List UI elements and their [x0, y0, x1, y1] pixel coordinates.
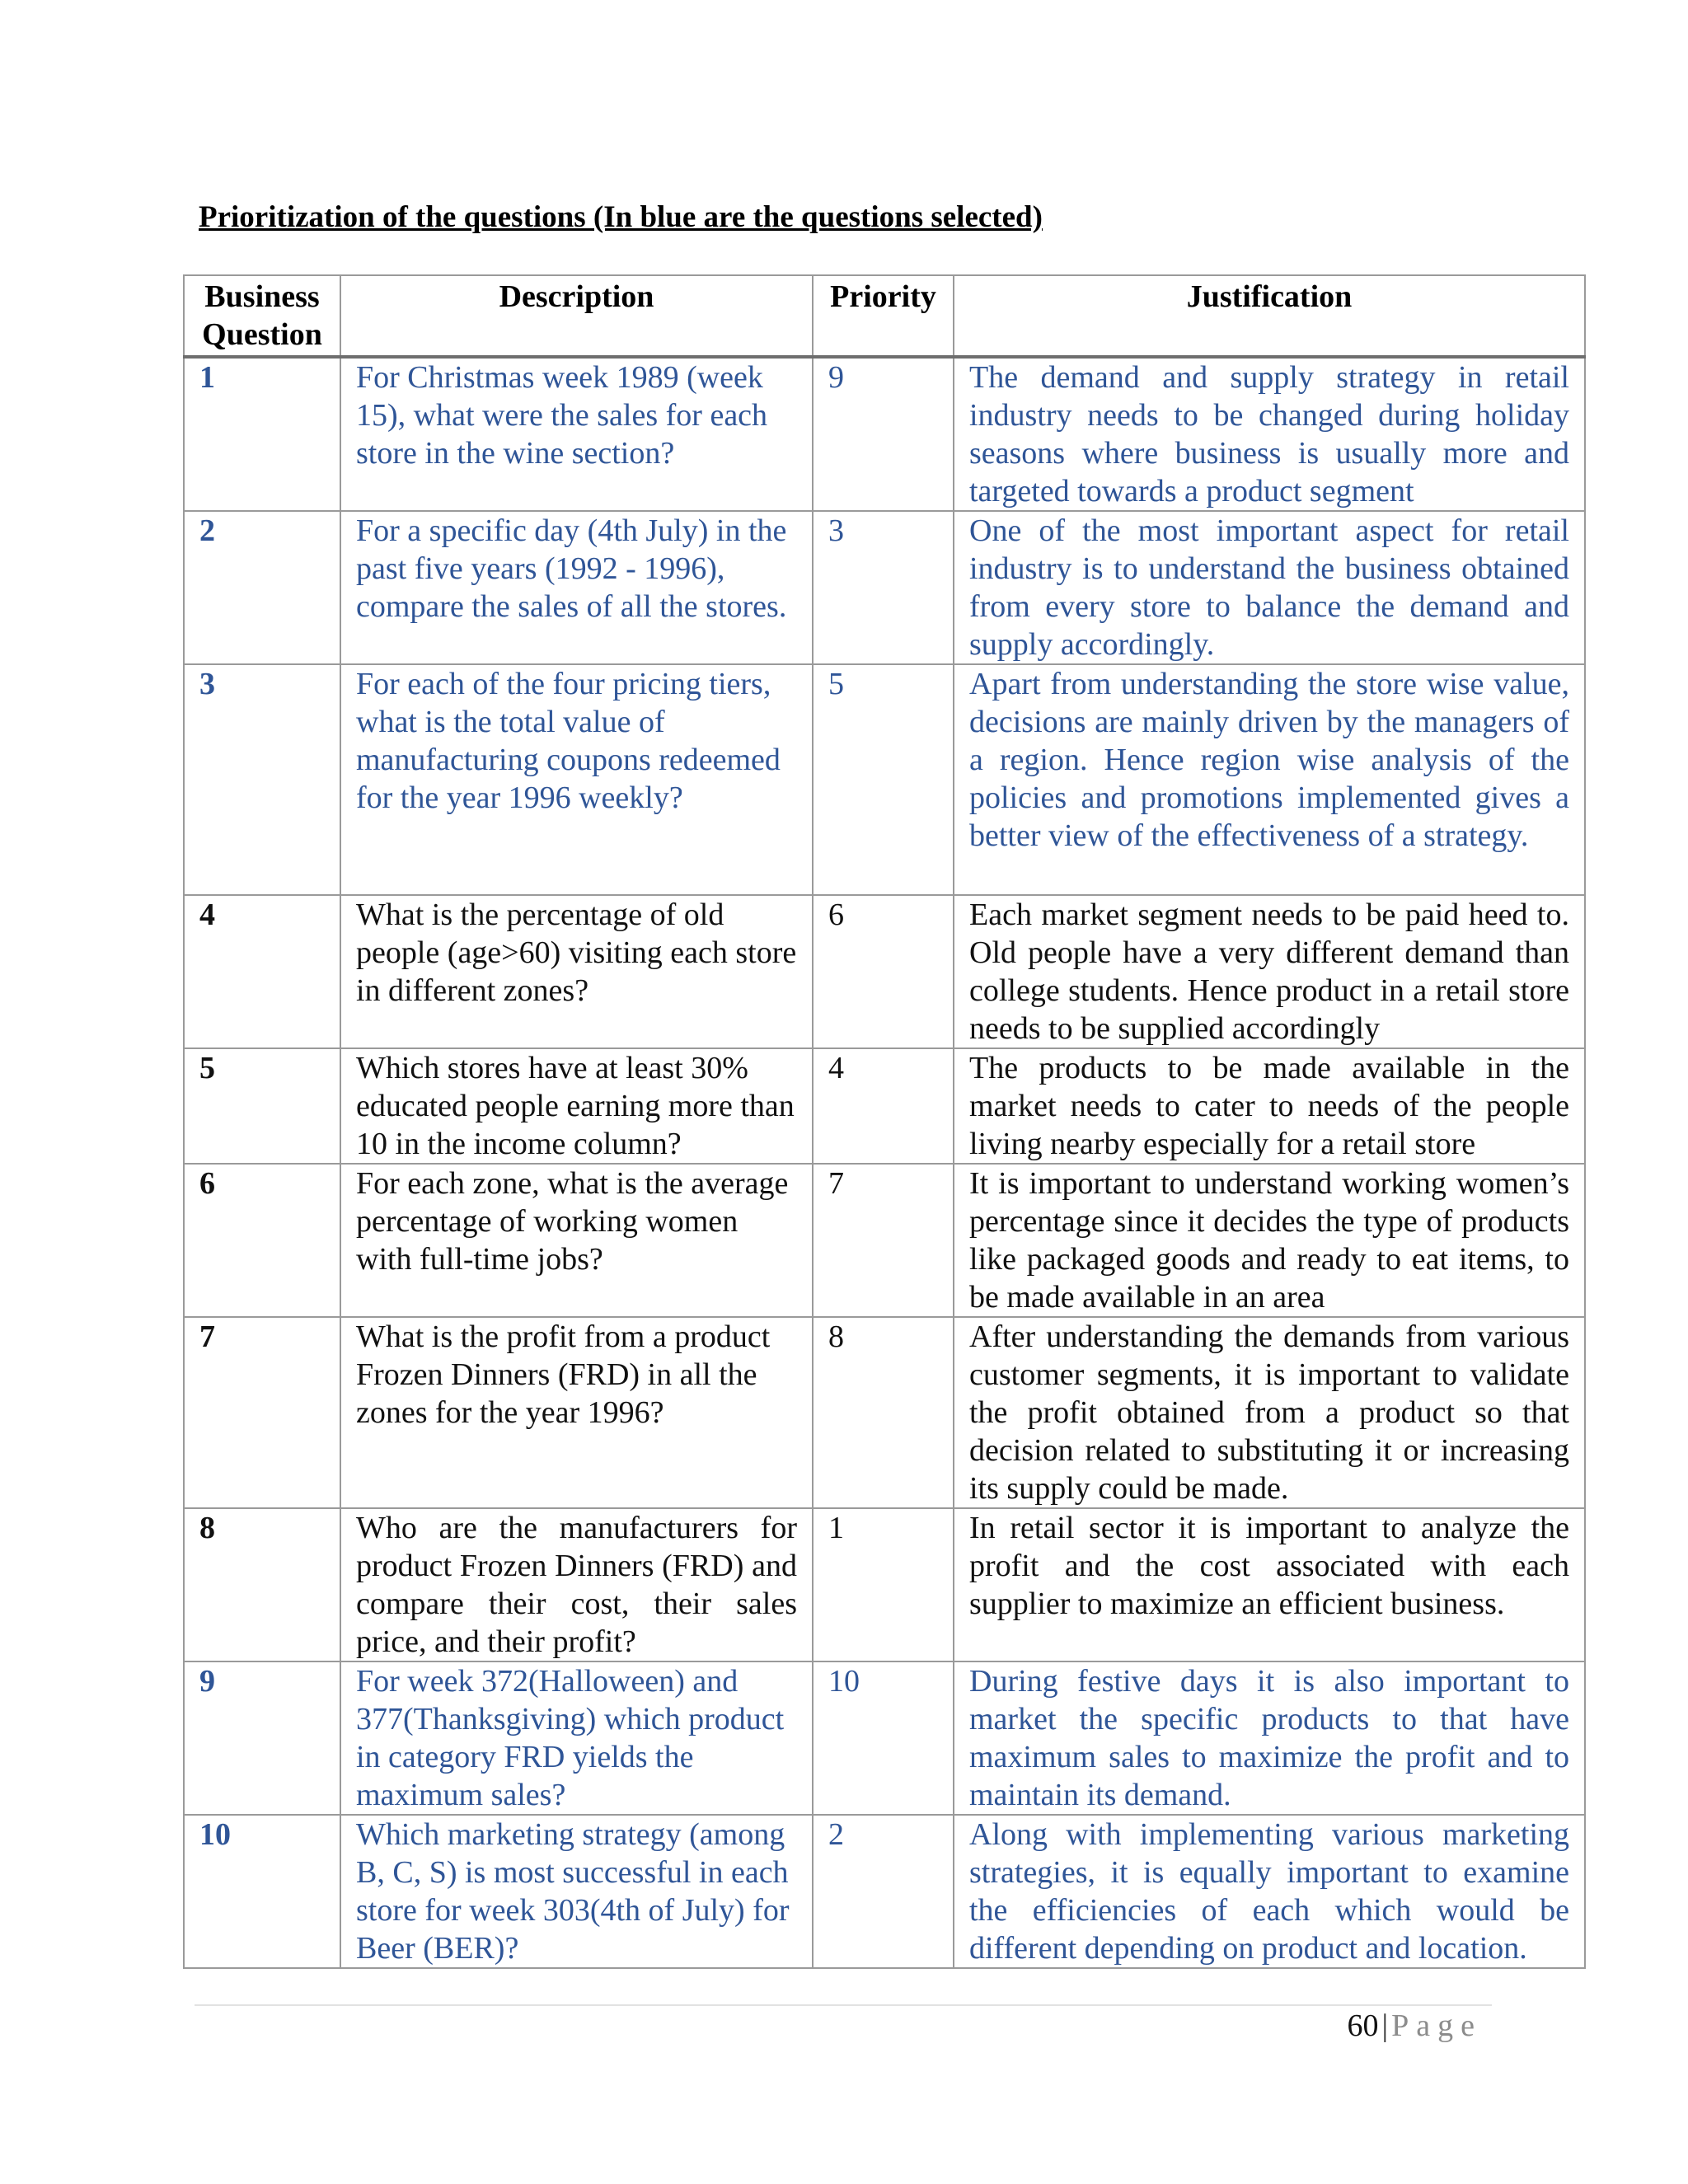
question-priority: 1 [813, 1508, 954, 1661]
table-row [184, 1317, 1585, 1508]
footer-divider [195, 2004, 1492, 2006]
question-priority: 2 [813, 1815, 954, 1968]
question-description: For each of the four pricing tiers, what is the total value of manufacturing coupons redeemed for the year 1996 weekly? [340, 664, 813, 895]
question-number: 2 [184, 511, 340, 664]
page-footer [1348, 2008, 1482, 2044]
question-description: Which stores have at least 30% educated people earning more than 10 in the income column? [340, 1048, 813, 1164]
header-business-question-line1: Business [204, 279, 320, 314]
question-number: 4 [184, 895, 340, 1048]
table-row [184, 511, 1585, 664]
table-row [184, 1661, 1585, 1815]
question-justification: One of the most important aspect for retail industry is to understand the business obtained from every store to balance the demand and supply accordingly. [954, 511, 1585, 664]
question-justification: Along with implementing various marketing strategies, it is equally important to examine the efficiencies of each which would be different depending on product and location. [954, 1815, 1585, 1968]
question-description: Which marketing strategy (among B, C, S) is most successful in each store for week 303(4th of July) for Beer (BER)? [340, 1815, 813, 1968]
question-priority: 3 [813, 511, 954, 664]
page-word: Page [1391, 2008, 1482, 2043]
question-priority: 9 [813, 357, 954, 511]
question-description: What is the profit from a product Frozen Dinners (FRD) in all the zones for the year 1996? [340, 1317, 813, 1508]
question-description: For a specific day (4th July) in the past five years (1992 - 1996), compare the sales of all the stores. [340, 511, 813, 664]
question-priority: 10 [813, 1661, 954, 1815]
header-justification: Justification [954, 275, 1585, 357]
question-description: For each zone, what is the average percentage of working women with full-time jobs? [340, 1164, 813, 1317]
question-priority: 8 [813, 1317, 954, 1508]
question-description: Who are the manufacturers for product Frozen Dinners (FRD) and compare their cost, their sales price, and their profit? [340, 1508, 813, 1661]
question-description: For week 372(Halloween) and 377(Thanksgiving) which product in category FRD yields the maximum sales? [340, 1661, 813, 1815]
table-row [184, 664, 1585, 895]
question-number: 7 [184, 1317, 340, 1508]
question-description: For Christmas week 1989 (week 15), what were the sales for each store in the wine section? [340, 357, 813, 511]
header-description: Description [340, 275, 813, 357]
page-number: 60 [1347, 2008, 1379, 2043]
header-business-question-line2: Question [202, 317, 322, 352]
question-justification: During festive days it is also important to market the specific products to that have maximum sales to maximize the profit and to maintain its demand. [954, 1661, 1585, 1815]
question-justification: Apart from understanding the store wise value, decisions are mainly driven by the managers of a region. Hence region wise analysis of the policies and promotions implemented gives a better view of the effectiveness of a strategy. [954, 664, 1585, 895]
question-number: 6 [184, 1164, 340, 1317]
table-row [184, 1815, 1585, 1968]
question-justification: The demand and supply strategy in retail industry needs to be changed during holiday seasons where business is usually more and targeted towards a product segment [954, 357, 1585, 511]
question-justification: Each market segment needs to be paid heed to. Old people have a very different demand than college students. Hence product in a retail store needs to be supplied accordingly [954, 895, 1585, 1048]
question-justification: After understanding the demands from various customer segments, it is important to validate the profit obtained from a product so that decision related to substituting it or increasing its supply could be made. [954, 1317, 1585, 1508]
question-priority: 7 [813, 1164, 954, 1317]
page-heading: Prioritization of the questions (In blue are the questions selected) [199, 200, 1043, 234]
header-business-question [184, 275, 340, 357]
question-number: 5 [184, 1048, 340, 1164]
prioritization-table [183, 274, 1586, 1969]
question-number: 9 [184, 1661, 340, 1815]
question-justification: In retail sector it is important to analyze the profit and the cost associated with each supplier to maximize an efficient business. [954, 1508, 1585, 1661]
table-row [184, 1048, 1585, 1164]
question-description: What is the percentage of old people (age>60) visiting each store in different zones? [340, 895, 813, 1048]
page-separator: | [1381, 2008, 1389, 2043]
header-priority: Priority [813, 275, 954, 357]
table-header-row [184, 275, 1585, 357]
question-number: 8 [184, 1508, 340, 1661]
table-row [184, 357, 1585, 511]
question-justification: The products to be made available in the market needs to cater to needs of the people living nearby especially for a retail store [954, 1048, 1585, 1164]
table-row [184, 1164, 1585, 1317]
question-number: 3 [184, 664, 340, 895]
question-priority: 5 [813, 664, 954, 895]
question-number: 10 [184, 1815, 340, 1968]
question-priority: 4 [813, 1048, 954, 1164]
question-priority: 6 [813, 895, 954, 1048]
question-number: 1 [184, 357, 340, 511]
table-row [184, 1508, 1585, 1661]
table-row [184, 895, 1585, 1048]
question-justification: It is important to understand working women’s percentage since it decides the type of products like packaged goods and ready to eat items, to be made available in an area [954, 1164, 1585, 1317]
